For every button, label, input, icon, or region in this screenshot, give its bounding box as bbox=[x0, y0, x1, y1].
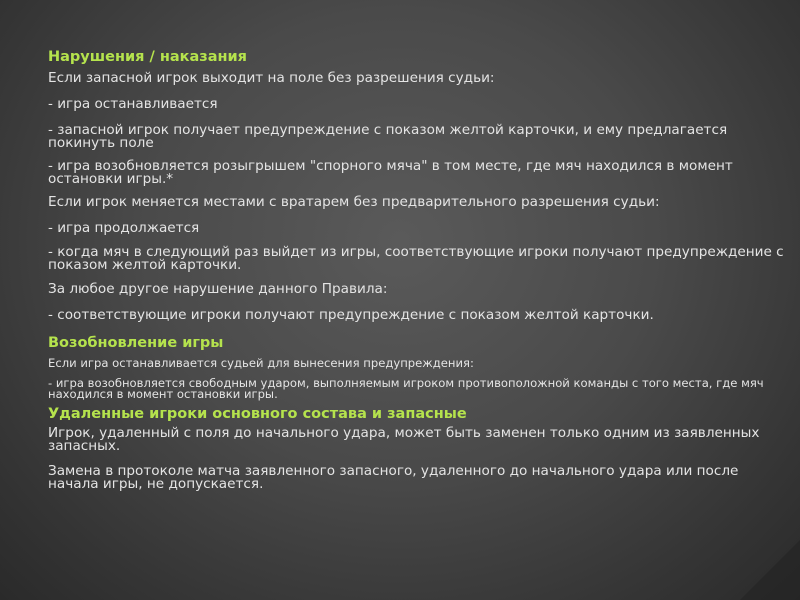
list-item-yellow-card: - запасной игрок получает предупреждение с показом желтой карточки, и ему предлагается покинуть поле bbox=[48, 122, 728, 151]
section-title-restart: Возобновление игры bbox=[48, 335, 224, 351]
list-item-caution-next-stoppage: - когда мяч в следующий раз выйдет из игры, соответствующие игроки получают предупреждение с показом желтой карточки. bbox=[48, 244, 784, 273]
list-item-game-stopped: - игра останавливается bbox=[48, 96, 218, 112]
paragraph-restart-caution: Если игра останавливается судьей для вынесения предупреждения: bbox=[48, 356, 474, 370]
paragraph-goalkeeper-swap: Если игрок меняется местами с вратарем без предварительного разрешения судьи: bbox=[48, 194, 660, 210]
paragraph-sent-off-replaced: Игрок, удаленный с поля до начального удара, может быть заменен только одним из заявленных запасных. bbox=[48, 425, 760, 454]
section-title-violations: Нарушения / наказания bbox=[48, 49, 247, 65]
list-item-dropped-ball: - игра возобновляется розыгрышем "спорного мяча" в том месте, где мяч находился в момент остановки игры.* bbox=[48, 158, 733, 187]
paragraph-replacement-not-allowed: Замена в протоколе матча заявленного запасного, удаленного до начального удара или после начала игры, не допускается. bbox=[48, 463, 739, 492]
paragraph-other-offence: За любое другое нарушение данного Правила: bbox=[48, 281, 388, 297]
slide-content bbox=[48, 46, 788, 491]
corner-decoration bbox=[740, 540, 800, 600]
paragraph-restart-free-kick: - игра возобновляется свободным ударом, выполняемым игроком противоположной команды с того места, где мяч находился в момент остановки игры. bbox=[48, 376, 764, 401]
paragraph-substitute-enters: Если запасной игрок выходит на поле без разрешения судьи: bbox=[48, 70, 495, 86]
list-item-game-continues: - игра продолжается bbox=[48, 220, 200, 236]
section-title-sent-off: Удаленные игроки основного состава и запасные bbox=[48, 406, 467, 422]
list-item-players-cautioned: - соответствующие игроки получают предупреждение с показом желтой карточки. bbox=[48, 307, 654, 323]
